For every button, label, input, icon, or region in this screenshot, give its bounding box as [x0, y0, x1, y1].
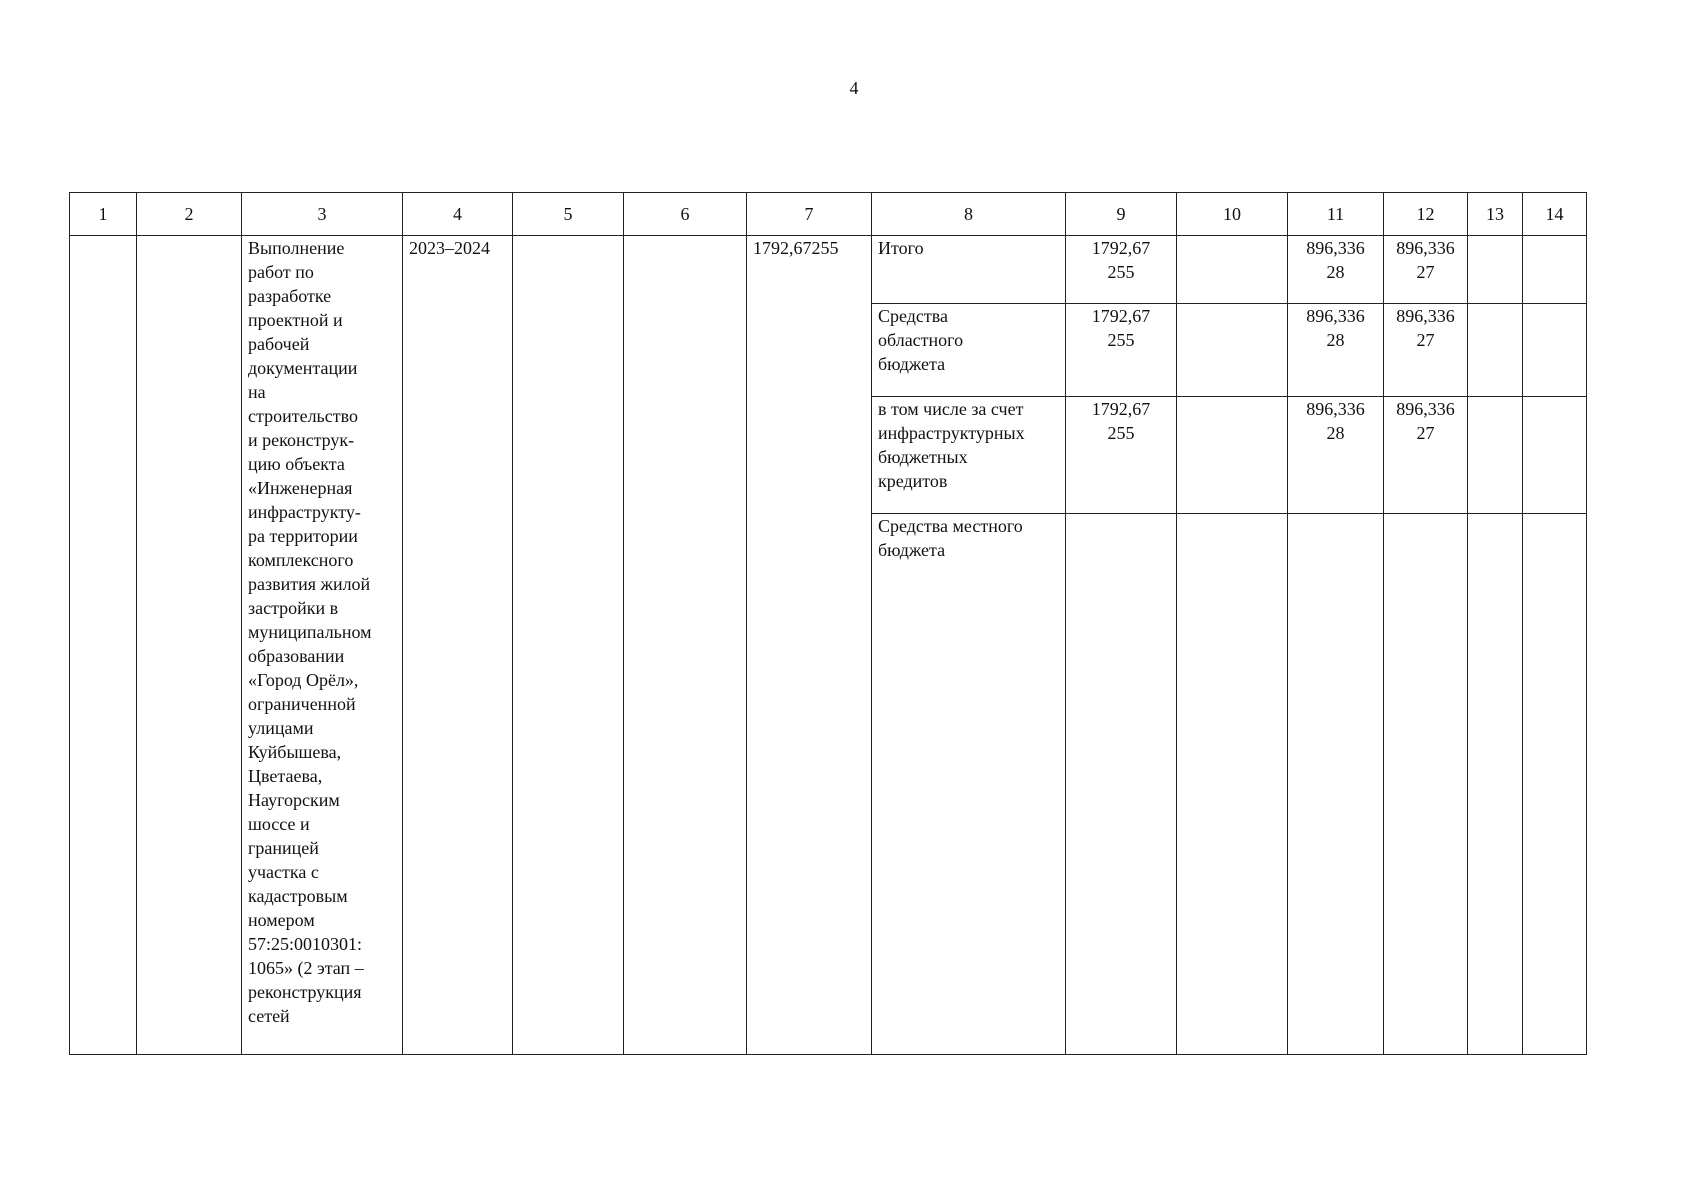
- text-line: кредитов: [878, 471, 948, 491]
- object-description: [248, 236, 396, 1028]
- text-line: «Инженерная: [248, 478, 353, 498]
- col10-value: [1177, 514, 1288, 1055]
- text-line: бюджета: [878, 354, 946, 374]
- col11-value: [1288, 304, 1384, 397]
- budget-table: [69, 192, 1587, 1055]
- text-line: муниципальном: [248, 622, 372, 642]
- text-line: 1792,67: [1091, 306, 1151, 326]
- text-line: улицами: [248, 718, 314, 738]
- text-line: и реконструк-: [248, 430, 355, 450]
- header-cell: 3: [242, 193, 403, 236]
- col11-value: [1288, 236, 1384, 304]
- text-line: 1792,67: [1091, 238, 1151, 258]
- text-line: реконструкция: [248, 982, 362, 1002]
- col10-value: [1177, 236, 1288, 304]
- text-line: 255: [1107, 330, 1135, 350]
- header-cell: 10: [1177, 193, 1288, 236]
- text-line: 27: [1416, 423, 1435, 443]
- header-cell: 12: [1384, 193, 1468, 236]
- col11-value: [1288, 514, 1384, 1055]
- text-line: Куйбышева,: [248, 742, 342, 762]
- text-line: образовании: [248, 646, 345, 666]
- text-line: документации: [248, 358, 358, 378]
- text-line: 896,336: [1306, 399, 1365, 419]
- text-line: 27: [1416, 330, 1435, 350]
- header-cell: 7: [747, 193, 872, 236]
- text-line: 896,336: [1306, 306, 1365, 326]
- text-line: границей: [248, 838, 319, 858]
- text-line: 255: [1107, 423, 1135, 443]
- col10-value: [1177, 304, 1288, 397]
- col9-value: [1066, 304, 1177, 397]
- text-line: инфраструктурных: [878, 423, 1025, 443]
- header-cell: 13: [1468, 193, 1523, 236]
- header-cell: 9: [1066, 193, 1177, 236]
- header-cell: 14: [1523, 193, 1587, 236]
- col5-cell: [513, 236, 624, 1055]
- text-line: участка с: [248, 862, 319, 882]
- header-cell: 8: [872, 193, 1066, 236]
- col14-value: [1523, 397, 1587, 514]
- col6-cell: [624, 236, 747, 1055]
- text-line: 1792,67: [1091, 399, 1151, 419]
- col12-value: [1384, 514, 1468, 1055]
- col13-value: [1468, 514, 1523, 1055]
- text-line: строительство: [248, 406, 358, 426]
- col14-value: [1523, 514, 1587, 1055]
- text-line: 896,336: [1306, 238, 1365, 258]
- col9-value: [1066, 397, 1177, 514]
- col13-value: [1468, 236, 1523, 304]
- header-cell: 11: [1288, 193, 1384, 236]
- header-cell: 2: [137, 193, 242, 236]
- text-line: проектной и: [248, 310, 343, 330]
- text-line: ра территории: [248, 526, 358, 546]
- header-row: [70, 193, 1587, 236]
- text-line: развития жилой: [248, 574, 371, 594]
- header-cell: 4: [403, 193, 513, 236]
- col12-value: [1384, 397, 1468, 514]
- col9-value: [1066, 514, 1177, 1055]
- text-line: бюджета: [878, 540, 946, 560]
- text-line: 1065» (2 этап –: [248, 958, 364, 978]
- funding-source-cell: [872, 397, 1066, 514]
- text-line: Выполнение: [248, 238, 345, 258]
- text-line: Цветаева,: [248, 766, 323, 786]
- text-line: кадастровым: [248, 886, 348, 906]
- text-line: ограниченной: [248, 694, 356, 714]
- text-line: 57:25:0010301:: [248, 934, 363, 954]
- total-cost-cell: 1792,67255: [747, 236, 872, 1055]
- col13-value: [1468, 304, 1523, 397]
- header-cell: 6: [624, 193, 747, 236]
- text-line: областного: [878, 330, 964, 350]
- text-line: «Город Орёл»,: [248, 670, 359, 690]
- funding-source-cell: [872, 514, 1066, 1055]
- table-row: [70, 236, 1587, 304]
- page-number: 4: [849, 78, 859, 98]
- text-line: 896,336: [1396, 306, 1455, 326]
- text-line: шоссе и: [248, 814, 310, 834]
- text-line: Средства местного: [878, 516, 1023, 536]
- text-line: 28: [1326, 330, 1345, 350]
- text-line: Средства: [878, 306, 949, 326]
- header-cell: 5: [513, 193, 624, 236]
- col12-value: [1384, 304, 1468, 397]
- col2-cell: [137, 236, 242, 1055]
- header-cell: 1: [70, 193, 137, 236]
- col1-cell: [70, 236, 137, 1055]
- funding-source-cell: [872, 236, 1066, 304]
- text-line: инфраструкту-: [248, 502, 361, 522]
- col9-value: [1066, 236, 1177, 304]
- text-line: застройки в: [248, 598, 339, 618]
- col12-value: [1384, 236, 1468, 304]
- col13-value: [1468, 397, 1523, 514]
- text-line: разработке: [248, 286, 332, 306]
- text-line: номером: [248, 910, 315, 930]
- col11-value: [1288, 397, 1384, 514]
- text-line: бюджетных: [878, 447, 968, 467]
- text-line: рабочей: [248, 334, 310, 354]
- text-line: 28: [1326, 423, 1345, 443]
- col14-value: [1523, 236, 1587, 304]
- text-line: 896,336: [1396, 399, 1455, 419]
- text-line: сетей: [248, 1006, 290, 1026]
- text-line: Наугорским: [248, 790, 340, 810]
- col10-value: [1177, 397, 1288, 514]
- text-line: цию объекта: [248, 454, 345, 474]
- text-line: 255: [1107, 262, 1135, 282]
- funding-source-cell: [872, 304, 1066, 397]
- text-line: Итого: [878, 238, 924, 258]
- object-description-cell: [242, 236, 403, 1055]
- text-line: работ по: [248, 262, 314, 282]
- text-line: комплексного: [248, 550, 354, 570]
- col14-value: [1523, 304, 1587, 397]
- period-cell: 2023–2024: [403, 236, 513, 1055]
- text-line: 28: [1326, 262, 1345, 282]
- text-line: в том числе за счет: [878, 399, 1024, 419]
- text-line: 896,336: [1396, 238, 1455, 258]
- text-line: на: [248, 382, 266, 402]
- text-line: 27: [1416, 262, 1435, 282]
